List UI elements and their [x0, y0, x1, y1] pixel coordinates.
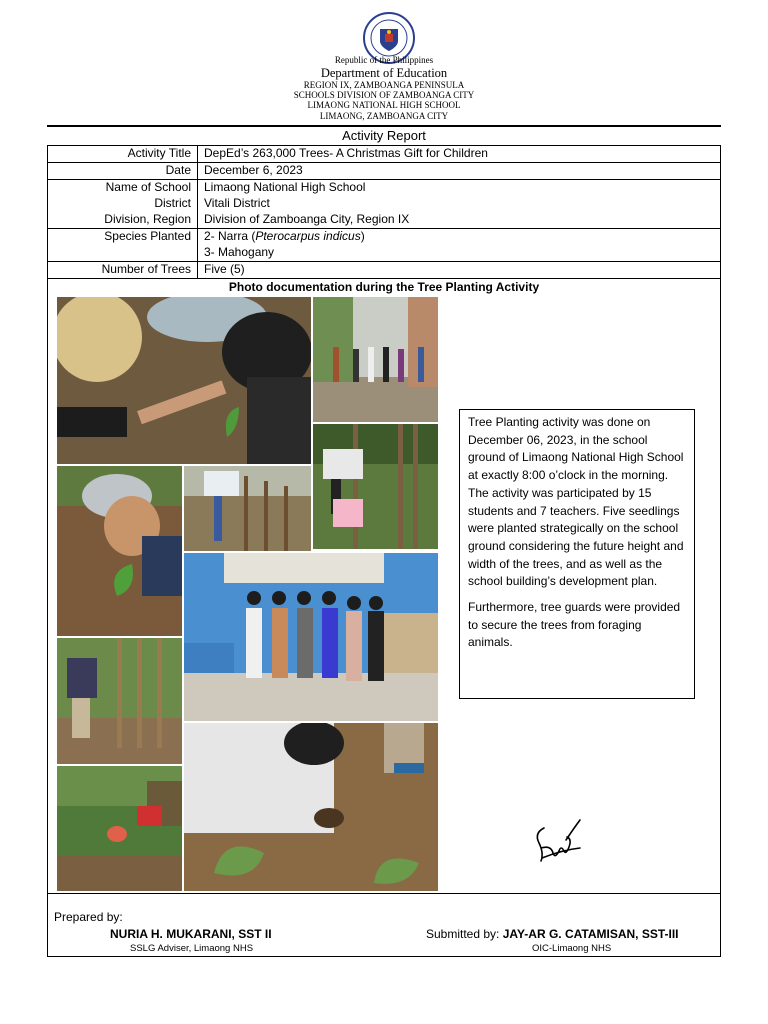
- row-activity-title: [48, 146, 720, 163]
- department-line: Department of Education: [320, 66, 448, 80]
- report-table: [47, 145, 721, 957]
- photo-watering-seedling: [57, 766, 182, 891]
- signature-mark: [532, 818, 587, 866]
- district-label: District: [154, 196, 191, 210]
- division-value: Division of Zamboanga City, Region IX: [204, 212, 410, 226]
- activity-title-label: Activity Title: [127, 146, 191, 160]
- date-label: Date: [165, 163, 191, 177]
- row-trees: [48, 262, 720, 279]
- photo-student-planting: [57, 466, 182, 636]
- trees-value: Five (5): [204, 262, 245, 276]
- prepared-by-label: Prepared by:: [54, 910, 123, 924]
- species-label: Species Planted: [104, 229, 191, 243]
- activity-title-value: DepEd’s 263,000 Trees- A Christmas Gift for Children: [204, 146, 488, 160]
- photo-section-title: Photo documentation during the Tree Planting Activity: [228, 280, 540, 294]
- photo-digging-hole: [184, 723, 438, 891]
- footer-divider: [48, 893, 720, 894]
- species-2-value: 3- Mahogany: [204, 245, 275, 259]
- species-1-value: 2- Narra (Pterocarpus indicus): [204, 229, 365, 243]
- republic-line: Republic of the Philippines: [334, 55, 434, 65]
- date-value: December 6, 2023: [204, 163, 303, 177]
- submitted-by: [426, 927, 679, 941]
- division-line: SCHOOLS DIVISION OF ZAMBOANGA CITY: [293, 90, 475, 100]
- school-label: Name of School: [105, 180, 191, 194]
- photo-planting-closeup: [57, 297, 311, 464]
- photo-man-fencing: [57, 638, 182, 764]
- row-date: [48, 163, 720, 180]
- photo-group-outdoor: [313, 297, 438, 422]
- report-title: Activity Report: [342, 128, 426, 143]
- address-line: LIMAONG, ZAMBOANGA CITY: [319, 111, 449, 121]
- submitted-by-name: JAY-AR G. CATAMISAN, SST-III: [502, 927, 679, 941]
- trees-label: Number of Trees: [101, 262, 191, 276]
- district-value: Vitali District: [204, 196, 270, 210]
- activity-description: [459, 409, 695, 699]
- division-label: Division, Region: [104, 212, 191, 226]
- row-species: [48, 229, 720, 262]
- description-paragraph-1: Tree Planting activity was done on December 06, 2023, in the school ground of Limaong National High School at exactly 8:00 o’clock in the morning. The activity was participated by 15 students and 7 teachers. Five seedlings were planted strategically on the school ground considering the future height and width of the trees, and as well as the school building’s development plan.: [468, 415, 684, 589]
- header-divider: [47, 125, 721, 127]
- prepared-by-name: NURIA H. MUKARANI, SST II: [110, 927, 272, 941]
- description-paragraph-2: Furthermore, tree guards were provided to secure the trees from foraging animals.: [468, 600, 681, 650]
- school-line: LIMAONG NATIONAL HIGH SCHOOL: [307, 100, 461, 110]
- prepared-by-role: SSLG Adviser, Limaong NHS: [130, 943, 254, 954]
- submitted-by-role: OIC-Limaong NHS: [532, 943, 612, 954]
- region-line: REGION IX, ZAMBOANGA PENINSULA: [303, 80, 465, 90]
- photo-fence-tying: [184, 466, 311, 551]
- row-school: [48, 180, 720, 229]
- photo-watering: [313, 424, 438, 549]
- school-value: Limaong National High School: [204, 180, 366, 194]
- submitted-by-label: Submitted by:: [426, 927, 503, 941]
- photo-group-students: [184, 553, 438, 721]
